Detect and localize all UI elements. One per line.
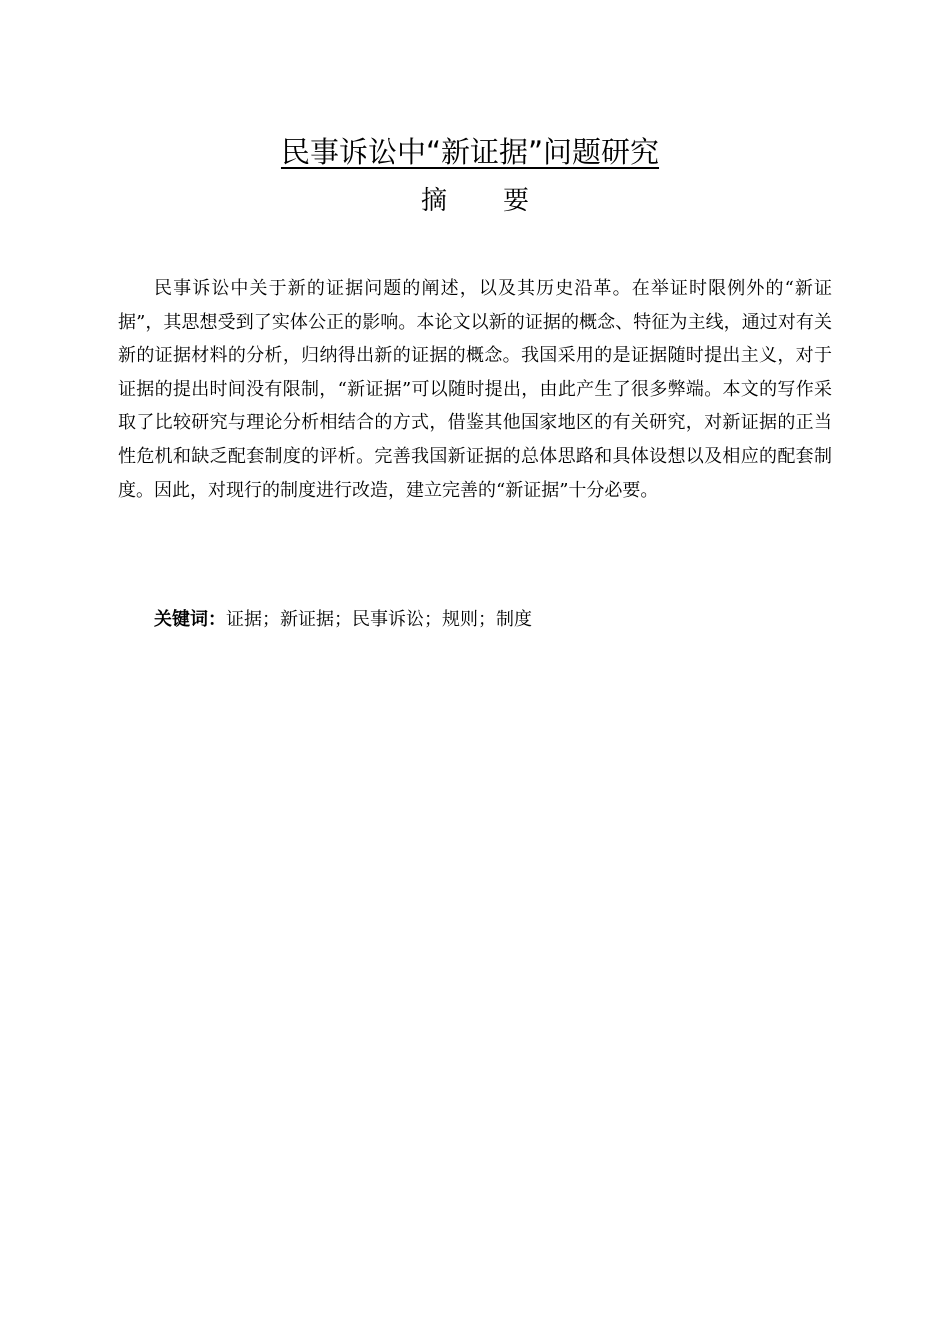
abstract-heading: 摘要 bbox=[420, 186, 585, 216]
paper-title bbox=[0, 132, 950, 172]
abstract-body: 民事诉讼中关于新的证据问题的阐述，以及其历史沿革。在举证时限例外的“新证据”，其思想受到了实体公正的影响。本论文以新的证据的概念、特征为主线，通过对有关新的证据材料的分析，归纳得出新的证据的概念。我国采用的是证据随时提出主义，对于证据的提出时间没有限制，“新证据”可以随时提出，由此产生了很多弊端。本文的写作采取了比较研究与理论分析相结合的方式，借鉴其他国家地区的有关研究，对新证据的正当性危机和缺乏配套制度的评析。完善我国新证据的总体思路和具体设想以及相应的配套制度。因此，对现行的制度进行改造，建立完善的“新证据”十分必要。 bbox=[118, 278, 832, 501]
keywords-value: 证据；新证据；民事诉讼；规则；制度 bbox=[226, 609, 532, 630]
paper-title-text: 民事诉讼中“新证据”问题研究 bbox=[280, 135, 660, 169]
keywords-line bbox=[154, 605, 834, 635]
keywords-label: 关键词： bbox=[154, 609, 226, 630]
